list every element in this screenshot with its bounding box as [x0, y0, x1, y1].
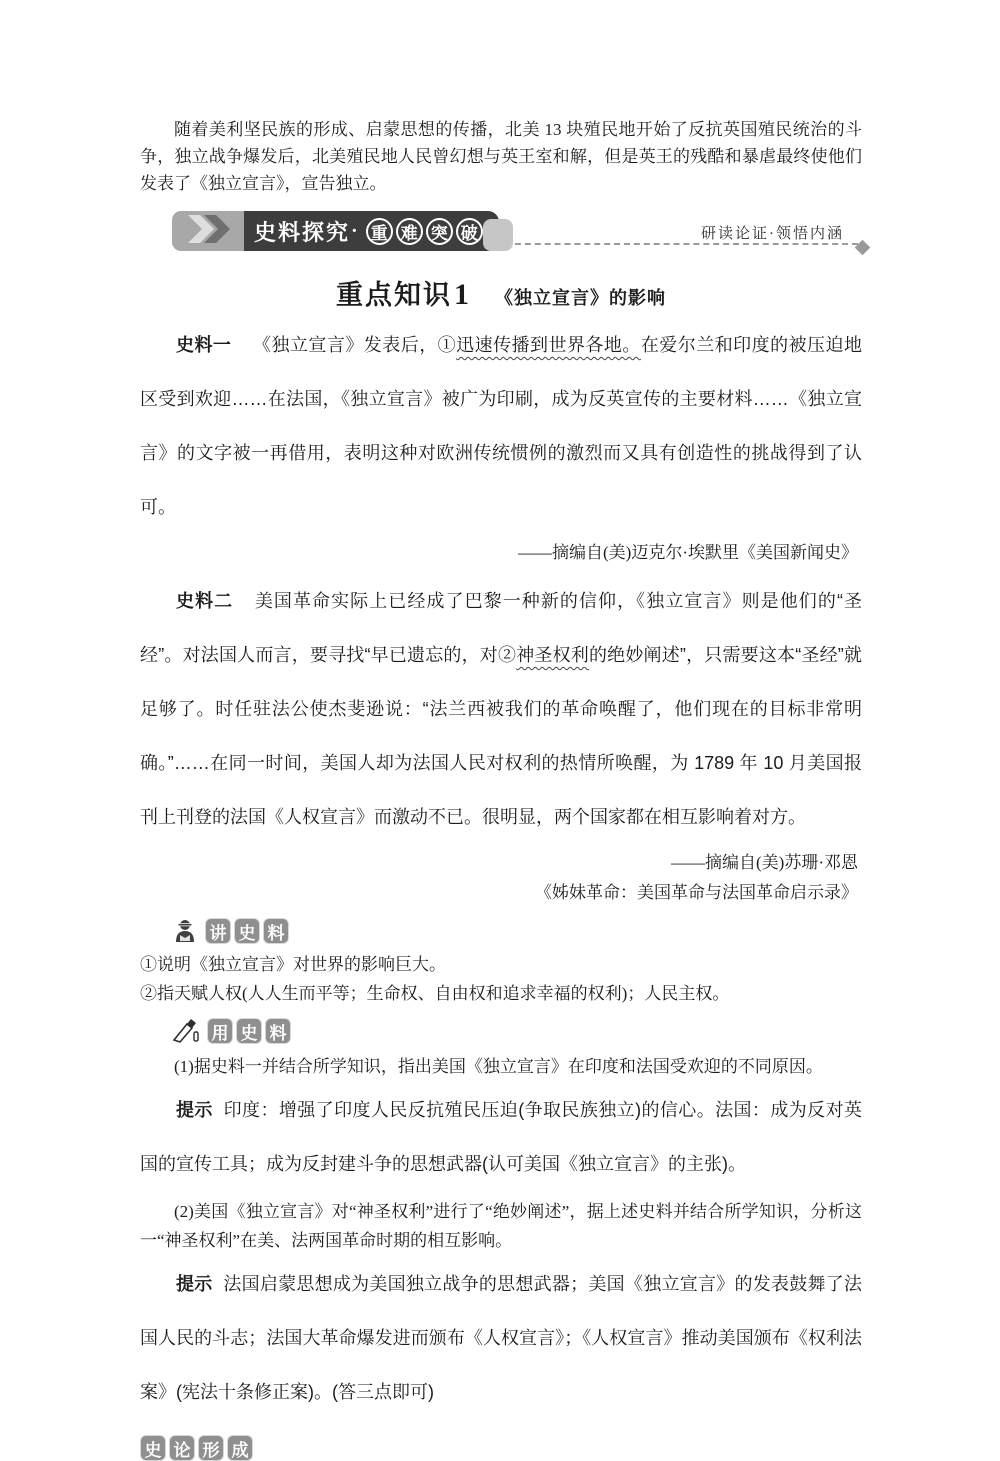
- question-1: (1)据史料一并结合所学知识，指出美国《独立宣言》在印度和法国受欢迎的不同原因。: [174, 1057, 823, 1076]
- badge-char: 成: [227, 1435, 253, 1461]
- use-badge: [172, 1016, 862, 1046]
- banner-circle-char: 突: [426, 218, 453, 245]
- material-1-source: ——摘编自(美)迈克尔·埃默里《美国新闻史》: [518, 543, 858, 562]
- heading-subtitle: 《独立宣言》的影响: [495, 288, 666, 308]
- material-2-source-block: [140, 848, 862, 908]
- banner-right-section: [499, 211, 862, 251]
- pen-icon: [172, 1018, 200, 1044]
- badge-char: 形: [198, 1435, 224, 1461]
- dashed-line: [505, 243, 858, 245]
- material-2-underlined-text: 神圣权利: [516, 645, 589, 665]
- hint-label: 提示: [176, 1274, 213, 1294]
- double-chevron-icon: [186, 215, 230, 248]
- material-2-source-line2: 《姊妹革命：美国革命与法国革命启示录》: [535, 883, 858, 902]
- material-1-text-post: 在爱尔兰和印度的被压迫地区受到欢迎……在法国，《独立宣言》被广为印刷，成为反英宣传的主要材料……《独立宣言》的文字被一再借用，表明这种对欧洲传统惯例的激烈而又具有创造性的挑战得到了认可。: [140, 335, 862, 517]
- banner-title: 史料探究: [254, 219, 351, 245]
- banner-separator: ·: [351, 219, 358, 242]
- badge-char: 史: [140, 1435, 166, 1461]
- banner-circle-char: 重: [366, 218, 393, 245]
- page-content: [140, 116, 862, 1461]
- banner-circle-char: 难: [396, 218, 423, 245]
- badge-char: 料: [263, 918, 289, 944]
- explain-note-2: ②指天赋人权(人人生而平等；生命权、自由权和追求幸福的权利)；人民主权。: [140, 984, 730, 1003]
- badge-char: 讲: [205, 918, 231, 944]
- material-1-paragraph: [140, 318, 862, 534]
- banner-circle-char: 破: [456, 218, 483, 245]
- material-2-text-pre: 美国革命实际上已经成了巴黎一种新的信仰，《独立宣言》则是他们的“圣经”。对法国人而言，要寻找“早已遗忘的，对②: [140, 591, 863, 665]
- reader-icon: [172, 918, 198, 944]
- badge-char: 史: [236, 1018, 262, 1044]
- material-2-source-line1: ——摘编自(美)苏珊·邓恩: [671, 853, 858, 872]
- badge-char: 用: [207, 1018, 233, 1044]
- explain-note-1: ①说明《独立宣言》对世界的影响巨大。: [140, 955, 446, 974]
- chevrons-block: [172, 211, 244, 251]
- question-2: (2)美国《独立宣言》对“神圣权利”进行了“绝妙阐述”，据上述史料并结合所学知识，分析这一“神圣权利”在美、法两国革命时期的相互影响。: [140, 1202, 862, 1250]
- hint-2-text: 法国启蒙思想成为美国独立战争的思想武器；美国《独立宣言》的发表鼓舞了法国人民的斗志；法国大革命爆发进而颁布《人权宣言》；《人权宣言》推动美国颁布《权利法案》(宪法十条修正案)。(答三点即可): [140, 1274, 863, 1402]
- banner-tagline: 研读论证·领悟内涵: [701, 226, 844, 242]
- material-1-underlined-text: 迅速传播到世界各地。: [456, 335, 641, 355]
- key-point-heading: [140, 273, 862, 312]
- explain-badge: [172, 916, 862, 946]
- material-2-text-post: 的绝妙阐述”，只需要这本“圣经”就足够了。时任驻法公使杰斐逊说：“法兰西被我们的革命唤醒了，他们现在的目标非常明确。”……在同一时间，美国人却为法国人民对权利的热情所唤醒，为 1789 年 10 月美国报刊上刊登的法国《人权宣言》而激动不已。很明显，两个国家都在相互影响着对方。: [140, 645, 862, 827]
- section-banner: [172, 211, 862, 251]
- material-2-paragraph: [140, 574, 862, 844]
- heading-title: 重点知识: [336, 280, 452, 310]
- hint-2: [140, 1257, 862, 1419]
- badge-char: 论: [169, 1435, 195, 1461]
- badge-char: 料: [265, 1018, 291, 1044]
- hint-1: [140, 1083, 862, 1191]
- material-1-text-pre: 《独立宣言》发表后，①: [253, 335, 457, 355]
- conclusion-badge: [140, 1435, 862, 1461]
- hint-label: 提示: [176, 1100, 213, 1120]
- intro-paragraph: 随着美利坚民族的形成、启蒙思想的传播，北美 13 块殖民地开始了反抗英国殖民统治的斗争，独立战争爆发后，北美殖民地人民曾幻想与英王室和解，但是英王的残酷和暴虐最终使他们发表了《独立宣言》，宣告独立。: [140, 120, 862, 193]
- hint-1-text: 印度：增强了印度人民反抗殖民压迫(争取民族独立)的信心。法国：成为反对英国的宣传工具；成为反封建斗争的思想武器(认可美国《独立宣言》的主张)。: [140, 1100, 862, 1174]
- material-1-label: 史料一: [176, 335, 232, 355]
- banner-title-bar: [244, 211, 499, 251]
- badge-char: 史: [234, 918, 260, 944]
- heading-number: 1: [454, 278, 469, 311]
- material-2-label: 史料二: [176, 591, 234, 611]
